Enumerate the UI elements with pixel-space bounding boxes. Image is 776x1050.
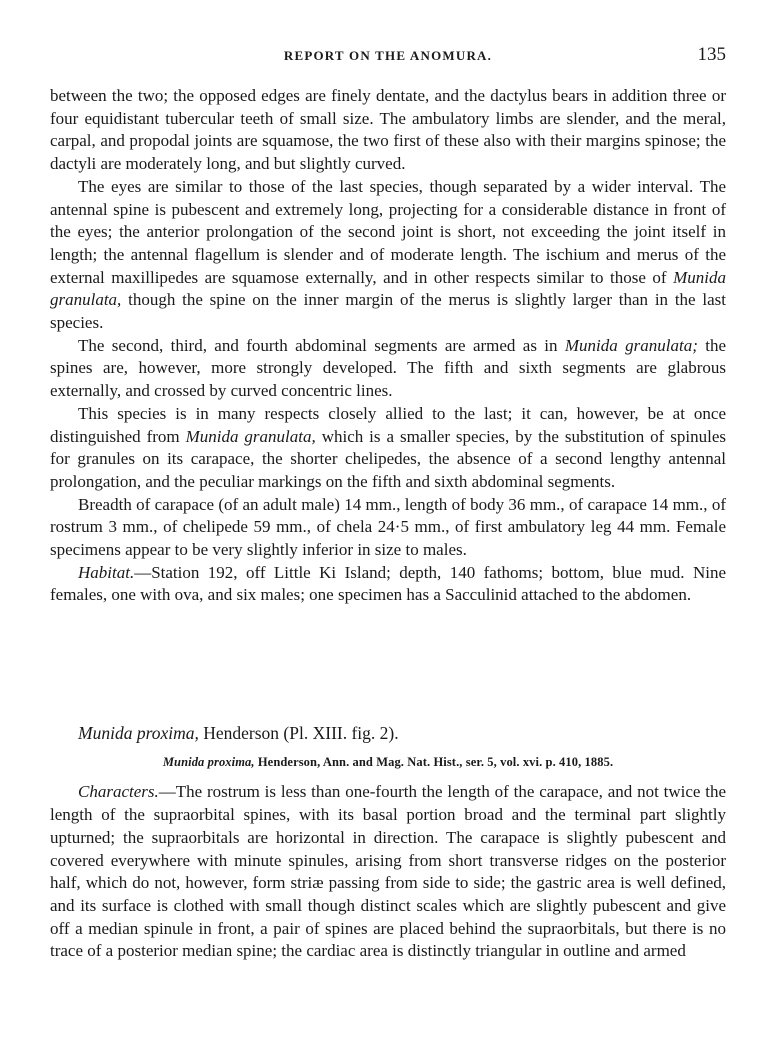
species-description-continued <box>50 85 726 607</box>
characters-label: Characters. <box>78 782 159 802</box>
habitat-label: Habitat. <box>78 562 135 582</box>
paragraph-chelipede-ambulatory: between the two; the opposed edges are finely dentate, and the dactylus bears in addition three or four equidistant tubercular teeth of small size. The ambulatory limbs are slender, and the meral, carpal, and propodal joints are squamose, the two first of these also with their margins spinose; the dactyli are moderately long, and but slightly curved. <box>50 86 726 174</box>
paragraph-habitat <box>50 562 726 607</box>
species-heading-rest: Henderson (Pl. XIII. fig. 2). <box>198 723 399 743</box>
text-run: though the spine on the inner margin of the merus is slightly larger than in the last species. <box>50 290 726 333</box>
paragraph-abdominal-segments <box>50 335 726 403</box>
paragraph-measurements: Breadth of carapace (of an adult male) 14 mm., length of body 36 mm., of carapace 14 mm., of rostrum 3 mm., of chelipede 59 mm., of chela 24·5 mm., of first ambulatory leg 44 mm. Female specimens appear to be very slightly inferior in size to males. <box>50 494 726 560</box>
species-citation <box>50 751 726 774</box>
citation-rest: Henderson, Ann. and Mag. Nat. Hist., ser. 5, vol. xvi. p. 410, 1885. <box>254 754 614 769</box>
text-run: which is a smaller species, by the substitution of spinules for granules on its carapace, the shorter chelipedes, the absence of a second lengthy antennal prolongation, and the peculiar markings on the fifth and sixth abdominal segments. <box>50 426 726 491</box>
paragraph-comparison <box>50 403 726 494</box>
text-run: This species is in many respects closely allied to the last; it can, however, be at once distinguished from <box>50 403 726 446</box>
citation-italic: Munida proxima, <box>162 754 255 769</box>
species-heading-italic: Munida proxima, <box>78 723 199 743</box>
running-title: REPORT ON THE ANOMURA. <box>283 48 493 63</box>
text-run: —Station 192, off Little Ki Island; depth, 140 fathoms; bottom, blue mud. Nine females, one with ova, and six males; one specimen has a Sacculinid attached to the abdomen. <box>50 562 726 605</box>
species-name-italic: Munida granulata, <box>185 426 316 446</box>
text-run: The eyes are similar to those of the last species, though separated by a wider interval. The antennal spine is pubescent and extremely long, projecting for a considerable distance in front of the eyes; the anterior prolongation of the second joint is short, not exceeding the joint itself in length; the antennal flagellum is slender and of moderate length. The ischium and merus of the external maxillipedes are squamose externally, and in other respects similar to those of <box>50 176 726 287</box>
page-number: 135 <box>697 44 726 65</box>
page-header <box>50 44 726 72</box>
text-run: The second, third, and fourth abdominal segments are armed as in <box>78 335 565 355</box>
text-run: the spines are, however, more strongly developed. The fifth and sixth segments are glabrous externally, and crossed by curved concentric lines. <box>50 335 726 401</box>
paragraph-eyes-antennae <box>50 176 726 335</box>
species-name-italic: Munida granulata; <box>564 335 698 355</box>
species-heading <box>78 722 726 745</box>
species-name-italic: Munida granulata, <box>50 267 726 310</box>
paragraph-characters <box>50 781 726 963</box>
species-section-munida-proxima <box>50 722 726 963</box>
text-run: —The rostrum is less than one-fourth the length of the carapace, and not twice the length of the supraorbital spines, with its basal portion broad and the terminal part slightly upturned; the supraorbitals are horizontal in direction. The carapace is slightly pubescent and covered everywhere with minute spinules, arising from short transverse ridges on the posterior half, which do not, however, form striæ passing from side to side; the gastric area is well defined, and its surface is clothed with small though distinct scales which are slightly pubescent and give off a median spinule in front, a pair of spines are placed behind the supraorbitals, but there is no trace of a posterior median spine; the cardiac area is distinctly triangular in outline and armed <box>50 782 726 961</box>
